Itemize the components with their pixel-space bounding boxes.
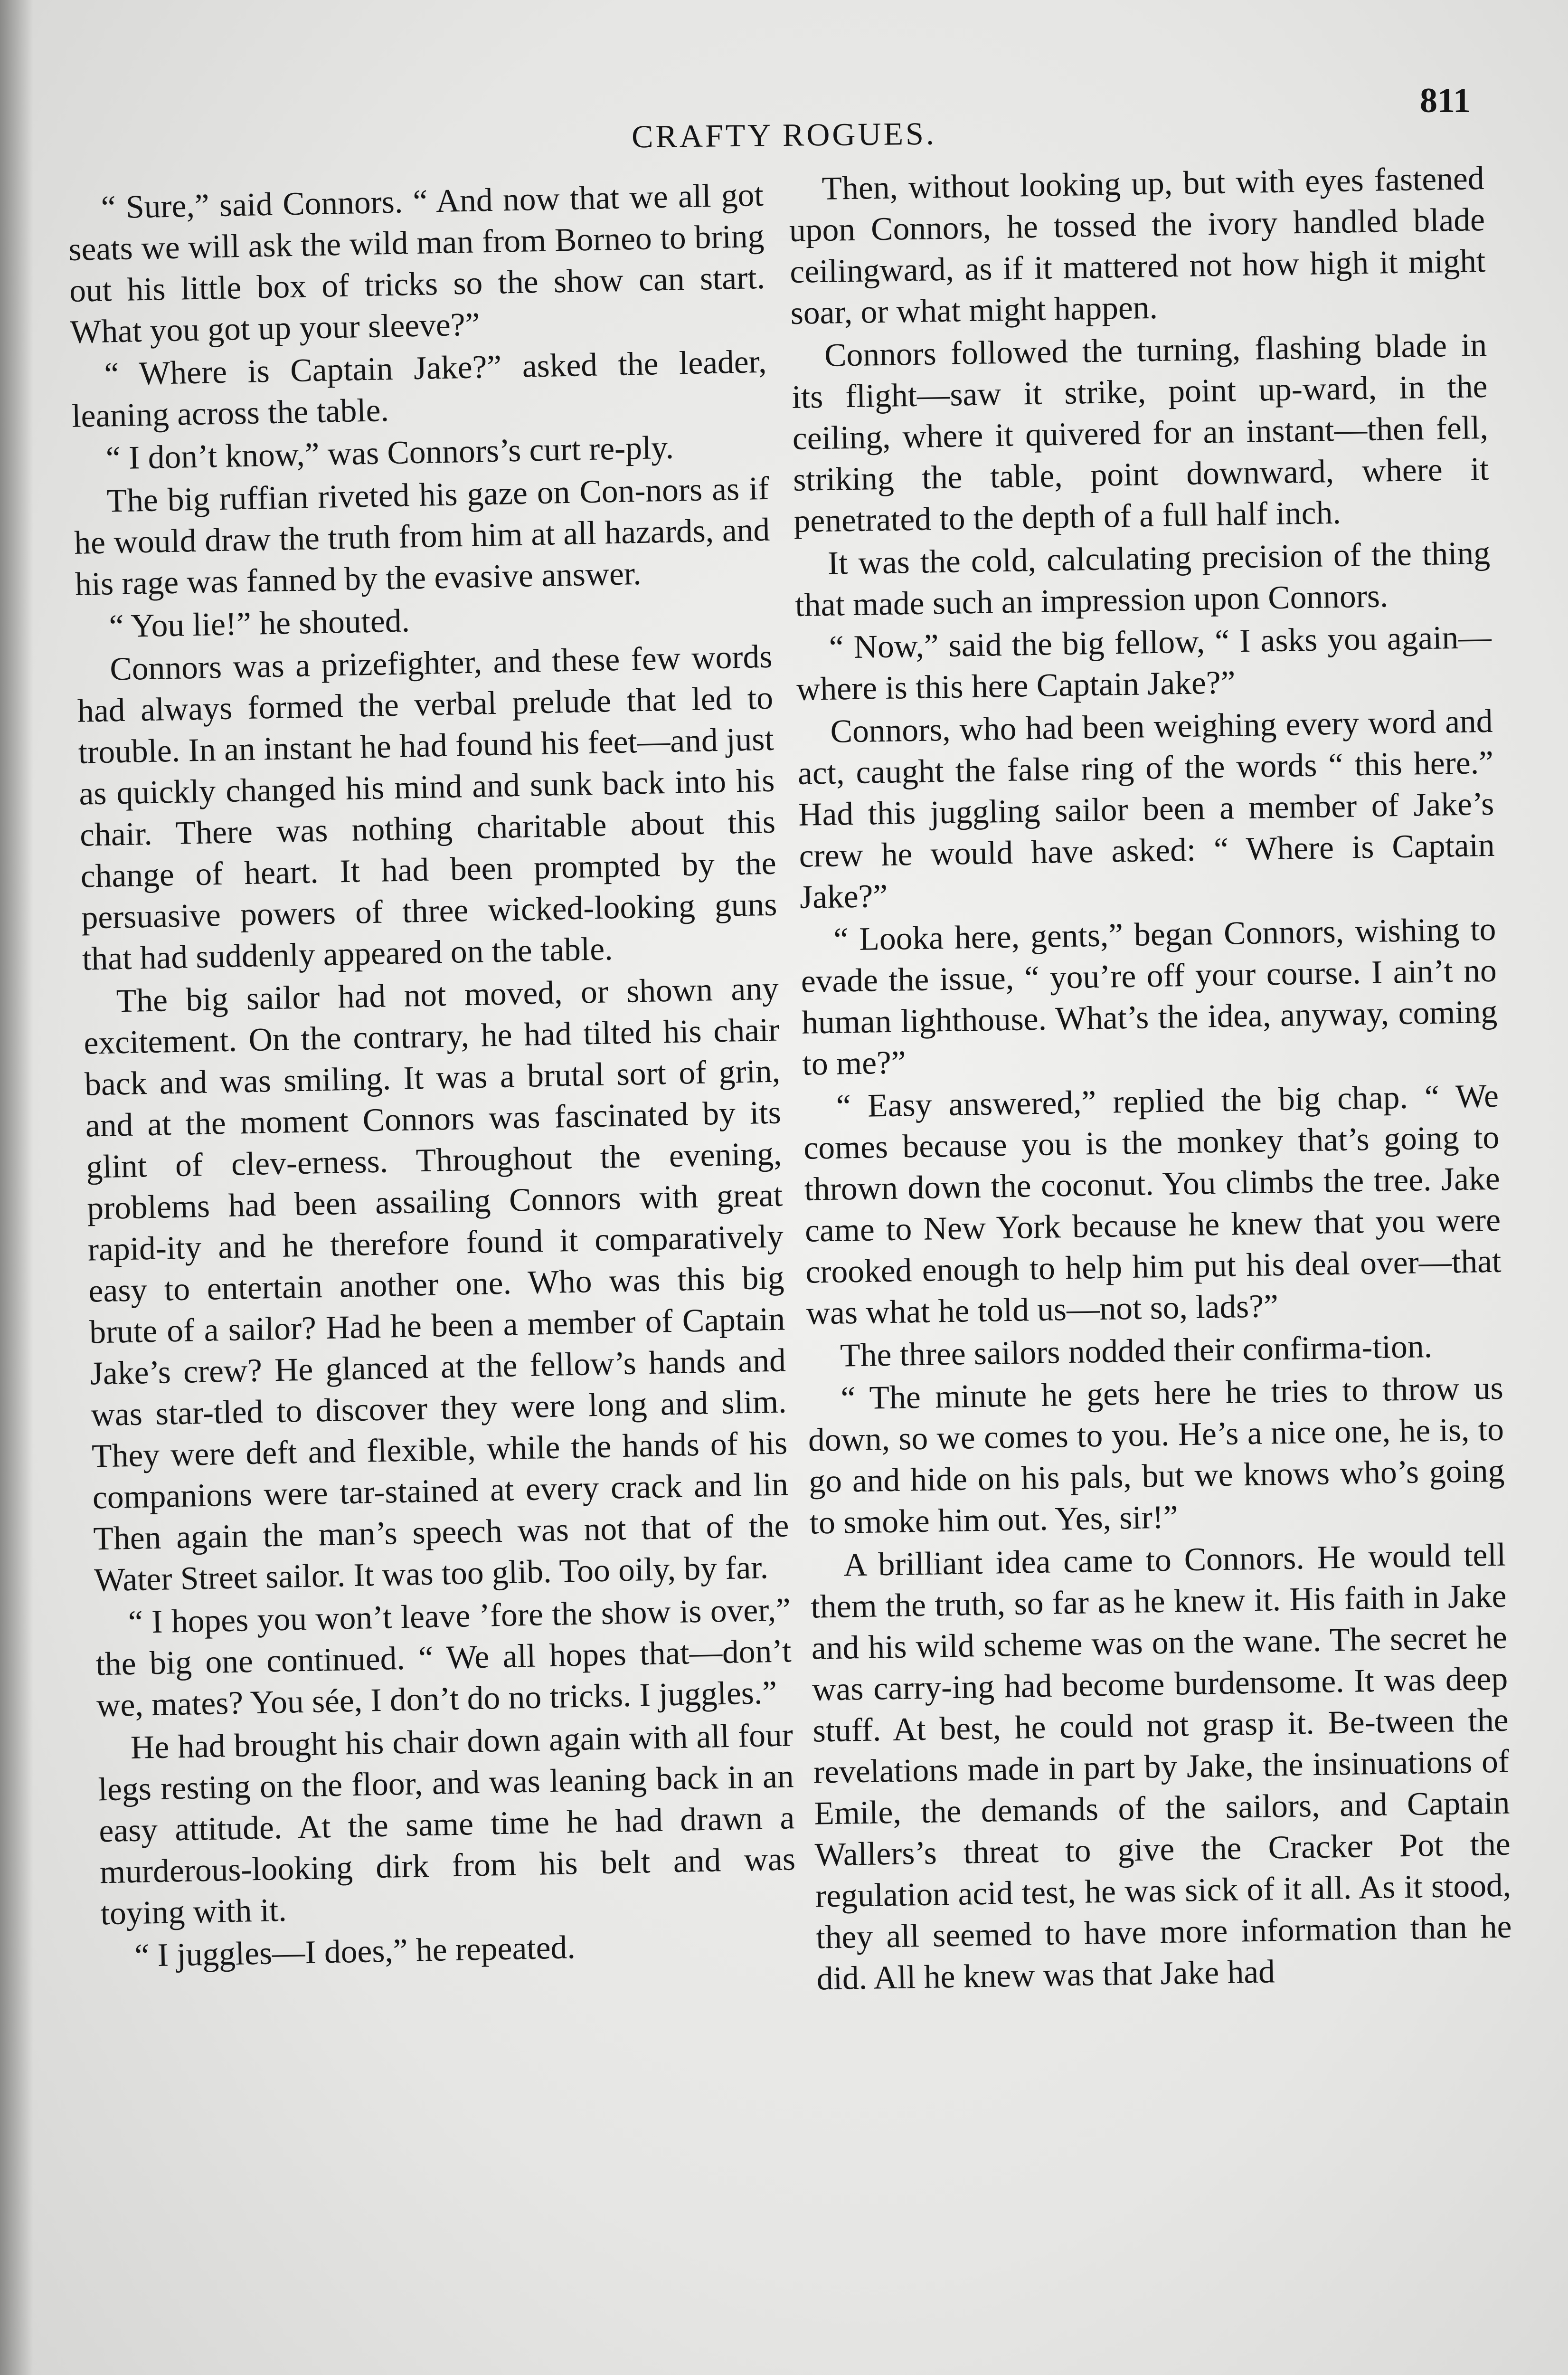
paragraph: “ Where is Captain Jake?” asked the leader, leaning across the table. (71, 343, 767, 435)
paragraph: The big ruffian riveted his gaze on Con-nors as if he would draw the truth from him at all hazards, and his rage was fanned by the evasive answer. (74, 470, 770, 603)
running-head: CRAFTY ROGUES. (631, 115, 937, 155)
paragraph: “ I juggles—I does,” he repeated. (134, 1929, 576, 1974)
paragraph: “ Sure,” said Connors. “ And now that we all got seats we will ask the wild man from Borneo to bring out his little box of tricks so the show can start. What you got up your sleeve?” (68, 176, 765, 351)
page-number: 811 (1420, 81, 1471, 120)
left-column (67, 174, 797, 1978)
paragraph: “ I hopes you won’t leave ’fore the show is over,” the big one continued. “ We all hopes that—don’t we, mates? You sée, I don’t do no tricks. I juggles.” (95, 1591, 792, 1724)
paragraph: Connors, who had been weighing every word and act, caught the false ring of the words “ this here.” Had this juggling sailor been a member of Jake’s crew he would have asked: “ Where is Captain Jake?” (797, 703, 1495, 916)
paragraph: The big sailor had not moved, or shown any excitement. On the contrary, he had tilted his chair back and was smiling. It was a brutal sort of grin, and at the moment Connors was fascinated by its glint of clev-erness. Throughout the evening, problems had been assailing Connors with great rapid-ity and he therefore found it comparatively easy to entertain another one. Who was this big brute of a sailor? Had he been a member of Captain Jake’s crew? He glanced at the fellow’s hands and was star-tled to discover they were long and slim. They were deft and flexible, while the hands of his companions were tar-stained at every crack and lin Then again the man’s speech was not that of the Water Street sailor. It was too glib. Too oily, by far. (83, 970, 790, 1599)
paragraph: It was the cold, calculating precision of the thing that made such an impression upon Connors. (794, 534, 1491, 624)
paragraph: The three sailors nodded their confirma-tion. (840, 1328, 1433, 1374)
paragraph: “ Now,” said the big fellow, “ I asks you again—where is this here Captain Jake?” (796, 618, 1492, 708)
paragraph: Then, without looking up, but with eyes fastened upon Connors, he tossed the ivory handled blade ceilingward, as if it mattered not how high it might soar, or what might happen. (789, 160, 1486, 332)
paragraph: “ I don’t know,” was Connors’s curt re-ply. (105, 429, 674, 477)
paragraph: Connors followed the turning, flashing blade in its flight—saw it strike, point up-ward, in the ceiling, where it quivered for an instant—then fell, striking the table, point downward, where it penetrated to the depth of a full half inch. (791, 326, 1489, 540)
right-column (788, 158, 1512, 2001)
paragraph: A brilliant idea came to Connors. He would tell them the truth, so far as he knew it. His faith in Jake and his wild scheme was on the wane. The secret he was carry-ing had become burdensome. It was deep stuff. At best, he could not grasp it. Be-tween the revelations made in part by Jake, the insinuations of Emile, the demands of the sailors, and Captain Wallers’s threat to give the Cracker Pot the regulation acid test, he was sick of it all. As it stood, they all seemed to have more information than he did. All he knew was that Jake had (810, 1536, 1512, 1997)
paragraph: He had brought his chair down again with all four legs resting on the floor, and was leaning back in an easy attitude. At the same time he had drawn a murderous-looking dirk from his belt and was toying with it. (98, 1717, 796, 1932)
paragraph: “ You lie!” he shouted. (109, 602, 410, 645)
paragraph: “ Looka here, gents,” began Connors, wishing to evade the issue, “ you’re off your course. I ain’t no human lighthouse. What’s the idea, anyway, coming to me?” (801, 911, 1498, 1083)
paragraph: “ Easy answered,” replied the big chap. “ We comes because you is the monkey that’s going to thrown down the coconut. You climbs the tree. Jake came to New York because he knew that you were crooked enough to help him put his deal over—that was what he told us—not so, lads?” (803, 1077, 1502, 1332)
paragraph: “ The minute he gets here he tries to throw us down, so we comes to you. He’s a nice one, he is, to go and hide on his pals, but we knows who’s going to smoke him out. Yes, sir!” (808, 1369, 1505, 1541)
paragraph: Connors was a prizefighter, and these few words had always formed the verbal prelude that led to trouble. In an instant he had found his feet—and just as quickly changed his mind and sunk back into his chair. There was nothing charitable about this change of heart. It had been prompted by the persuasive powers of three wicked-looking guns that had suddenly appeared on the table. (77, 638, 777, 978)
